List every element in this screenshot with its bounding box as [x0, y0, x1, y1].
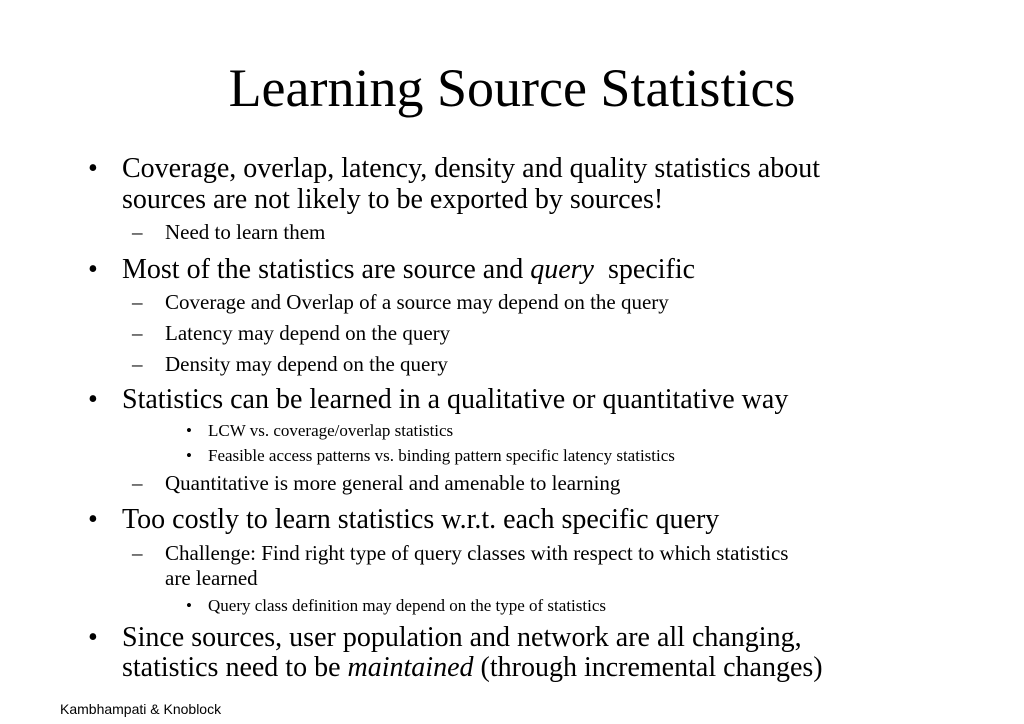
- dash-marker: –: [132, 290, 143, 314]
- list-item-level-1: Since sources, user population and network are all changing,: [122, 622, 802, 653]
- bullet-marker: •: [88, 254, 98, 285]
- bullet-marker: •: [88, 153, 98, 184]
- bullet-marker: •: [88, 622, 98, 653]
- list-item-level-2: Coverage and Overlap of a source may depend on the query: [165, 290, 669, 314]
- list-item-level-1: [122, 255, 695, 285]
- slide-footer: Kambhampati & Knoblock: [60, 701, 222, 717]
- sub-bullet-marker: •: [186, 596, 192, 615]
- dash-marker: –: [132, 541, 143, 565]
- list-item-level-1: sources are not likely to be exported by sources!: [122, 184, 664, 215]
- bullet-marker: •: [88, 504, 98, 535]
- bullet-marker: •: [88, 384, 98, 415]
- list-item-level-1: Too costly to learn statistics w.r.t. each specific query: [122, 504, 720, 535]
- dash-marker: –: [132, 220, 143, 244]
- text-segment: specific: [594, 254, 696, 285]
- slide-title: Learning Source Statistics: [228, 58, 796, 118]
- list-item-level-2: Need to learn them: [165, 220, 326, 244]
- dash-marker: –: [132, 321, 143, 345]
- list-item-level-1: Coverage, overlap, latency, density and quality statistics about: [122, 153, 820, 184]
- list-item-level-1: Statistics can be learned in a qualitative or quantitative way: [122, 384, 789, 415]
- list-item-level-3: LCW vs. coverage/overlap statistics: [208, 421, 454, 440]
- list-item-level-2: Density may depend on the query: [165, 352, 448, 376]
- list-item-level-1: [122, 653, 823, 683]
- emphasis-text: query: [530, 254, 594, 285]
- emphasis-text: maintained: [347, 652, 474, 683]
- text-segment: statistics need to be: [122, 652, 348, 683]
- list-item-level-3: Query class definition may depend on the type of statistics: [208, 596, 606, 615]
- dash-marker: –: [132, 471, 143, 495]
- sub-bullet-marker: •: [186, 446, 192, 465]
- sub-bullet-marker: •: [186, 421, 192, 440]
- text-segment: (through incremental changes): [473, 652, 823, 683]
- list-item-level-2: are learned: [165, 566, 258, 590]
- dash-marker: –: [132, 352, 143, 376]
- list-item-level-3: Feasible access patterns vs. binding pattern specific latency statistics: [208, 446, 675, 465]
- list-item-level-2: Latency may depend on the query: [165, 321, 451, 345]
- text-segment: Most of the statistics are source and: [122, 254, 531, 285]
- list-item-level-2: Quantitative is more general and amenable to learning: [165, 471, 621, 495]
- list-item-level-2: Challenge: Find right type of query classes with respect to which statistics: [165, 541, 789, 565]
